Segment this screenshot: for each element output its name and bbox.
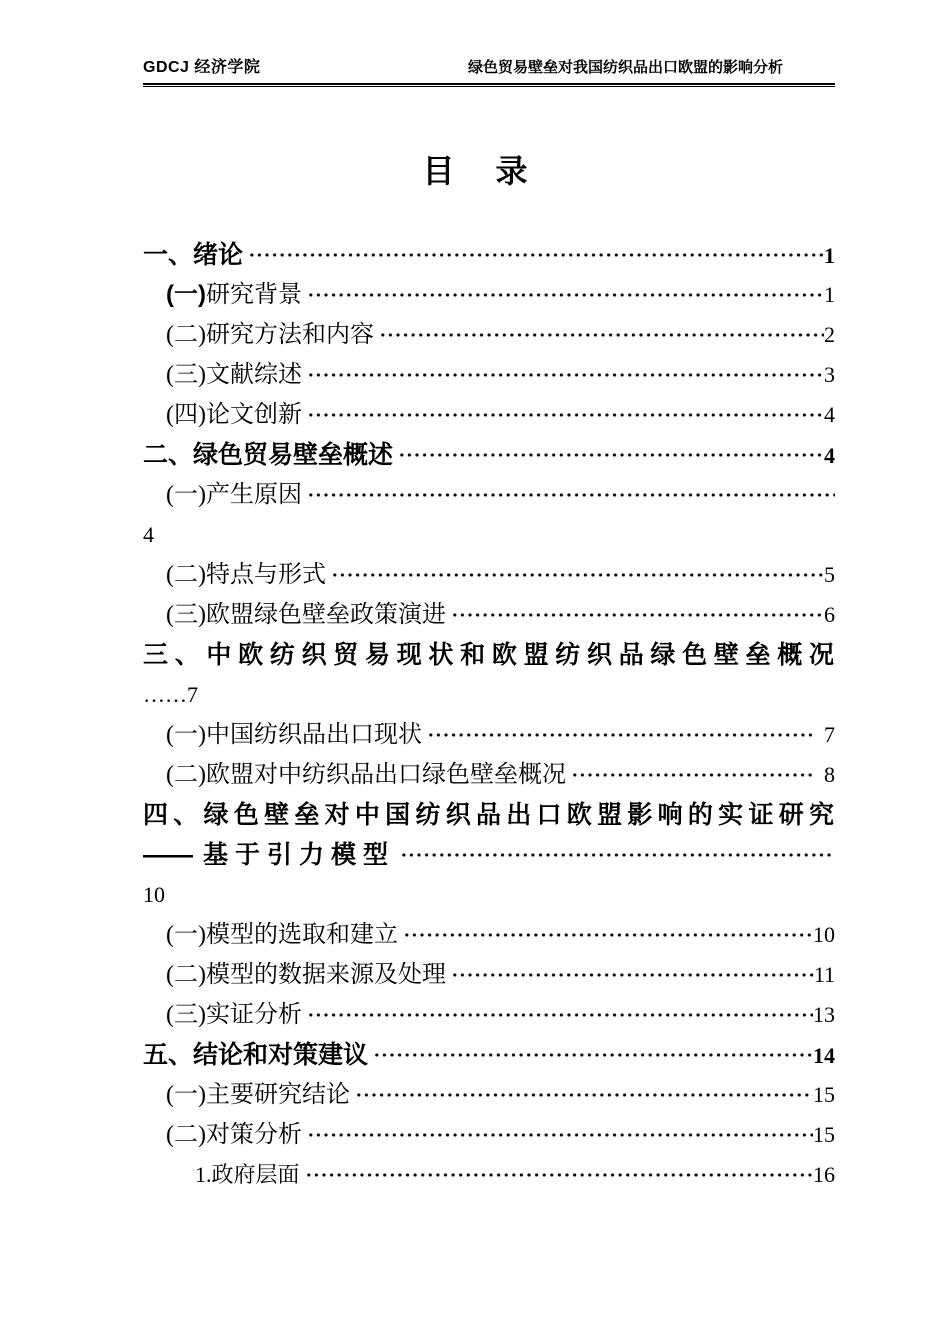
toc-entry-page: 1 [824, 243, 835, 268]
page-header-row [143, 57, 835, 79]
toc-entry [143, 555, 835, 595]
toc-entry-page: 5 [824, 562, 835, 587]
dot-leader [331, 555, 824, 595]
toc-entry [143, 395, 835, 435]
dot-leader [307, 395, 824, 435]
dot-leader [355, 1075, 813, 1115]
toc-entry-label: ……7 [143, 682, 198, 707]
dot-leader [307, 475, 835, 515]
toc-entry [143, 1115, 835, 1155]
toc-entry-label: (三)欧盟绿色壁垒政策演进 [166, 602, 446, 628]
dot-leader [398, 435, 824, 475]
page-header [143, 0, 835, 87]
toc-entry [143, 675, 835, 715]
toc-entry [143, 435, 835, 475]
toc-entry-label: (三)实证分析 [166, 1002, 302, 1028]
toc-entry [143, 1155, 835, 1195]
toc-entry-label: 三、中欧纺织贸易现状和欧盟纺织品绿色壁垒概况 [143, 641, 835, 669]
toc-entry [143, 955, 835, 995]
toc-entry-page: 13 [813, 1002, 835, 1027]
toc-entry [143, 475, 835, 515]
toc-entry [143, 595, 835, 635]
toc-entry-label: 五、结论和对策建议 [143, 1041, 369, 1069]
toc-entry-page: 11 [813, 962, 835, 987]
toc-entry-label: 4 [143, 522, 154, 547]
toc-entry-page: 16 [813, 1162, 835, 1187]
toc-entry-label: 基于引力模型 [203, 841, 396, 869]
toc-entry [143, 355, 835, 395]
toc-entry-label: (二)特点与形式 [166, 562, 326, 588]
dot-leader [307, 1115, 813, 1155]
header-school-name: GDCJ 经济学院 [143, 59, 261, 76]
toc-entry [143, 755, 835, 795]
toc-entry [143, 835, 835, 875]
toc-entry [143, 315, 835, 355]
toc-entry-page: 4 [824, 443, 835, 468]
header-rule-thin [143, 86, 835, 87]
dot-leader [451, 595, 824, 635]
header-rule-thick [143, 83, 835, 85]
toc-entry-page: 7 [824, 722, 835, 747]
toc-entry-page: 6 [824, 602, 835, 627]
toc-entry-label: (二)研究方法和内容 [166, 322, 374, 348]
toc-entry [143, 715, 835, 755]
toc-entry-label: (二)对策分析 [166, 1122, 302, 1148]
dot-leader [307, 995, 813, 1035]
toc-entry-dash: —— [143, 841, 193, 869]
toc-entry-label: (一)模型的选取和建立 [166, 922, 398, 948]
toc-entry-page: 4 [824, 402, 835, 427]
toc-entry-label: (二)欧盟对中纺织品出口绿色壁垒概况 [166, 762, 566, 788]
toc-entry-label: 10 [143, 882, 165, 907]
toc-entry-label: (一)产生原因 [166, 482, 302, 508]
toc-entry-page: 15 [813, 1122, 835, 1147]
dot-leader [379, 315, 824, 355]
dot-leader [571, 755, 812, 795]
toc-entry-label: 1.政府层面 [195, 1162, 300, 1187]
toc-entry [143, 875, 835, 915]
dot-leader [400, 835, 835, 875]
dot-leader [427, 715, 812, 755]
toc-entry-label: (一)中国纺织品出口现状 [166, 722, 422, 748]
toc-entry-label: (一)主要研究结论 [166, 1082, 350, 1108]
dot-leader [307, 275, 824, 315]
dot-leader [305, 1155, 813, 1195]
toc-entry-page: 3 [824, 362, 835, 387]
toc-entry [143, 1075, 835, 1115]
toc-entry-page: 2 [824, 322, 835, 347]
dot-leader [248, 235, 824, 275]
toc-entry [143, 795, 835, 835]
toc-entry-page: 8 [824, 762, 835, 787]
toc-entry-page: 15 [813, 1082, 835, 1107]
toc-entry-label: 四、绿色壁垒对中国纺织品出口欧盟影响的实证研究 [143, 801, 835, 829]
toc-entry-label: (三)文献综述 [166, 362, 302, 388]
toc-entry-page: 10 [813, 922, 835, 947]
toc-entry [143, 235, 835, 275]
dot-leader [373, 1035, 813, 1075]
toc-entry-label: (二)模型的数据来源及处理 [166, 962, 446, 988]
toc-entry [143, 915, 835, 955]
toc-entry [143, 635, 835, 675]
toc-entry-page: 1 [824, 282, 835, 307]
toc-entry-label: 一、绪论 [143, 241, 244, 269]
dot-leader [403, 915, 813, 955]
toc [143, 235, 835, 1195]
toc-entry-prefix: (一) [166, 281, 206, 308]
toc-entry-label: 二、绿色贸易壁垒概述 [143, 441, 394, 469]
header-paper-title: 绿色贸易壁垒对我国纺织品出口欧盟的影响分析 [467, 59, 783, 76]
toc-entry-label: (四)论文创新 [166, 402, 302, 428]
dot-leader [307, 355, 824, 395]
toc-entry-page: 14 [813, 1043, 835, 1068]
toc-entry [143, 275, 835, 315]
toc-entry [143, 995, 835, 1035]
dot-leader [451, 955, 814, 995]
toc-entry [143, 1035, 835, 1075]
toc-entry-label: 研究背景 [205, 282, 302, 308]
toc-entry [143, 515, 835, 555]
page-title: 目 录 [422, 153, 528, 189]
